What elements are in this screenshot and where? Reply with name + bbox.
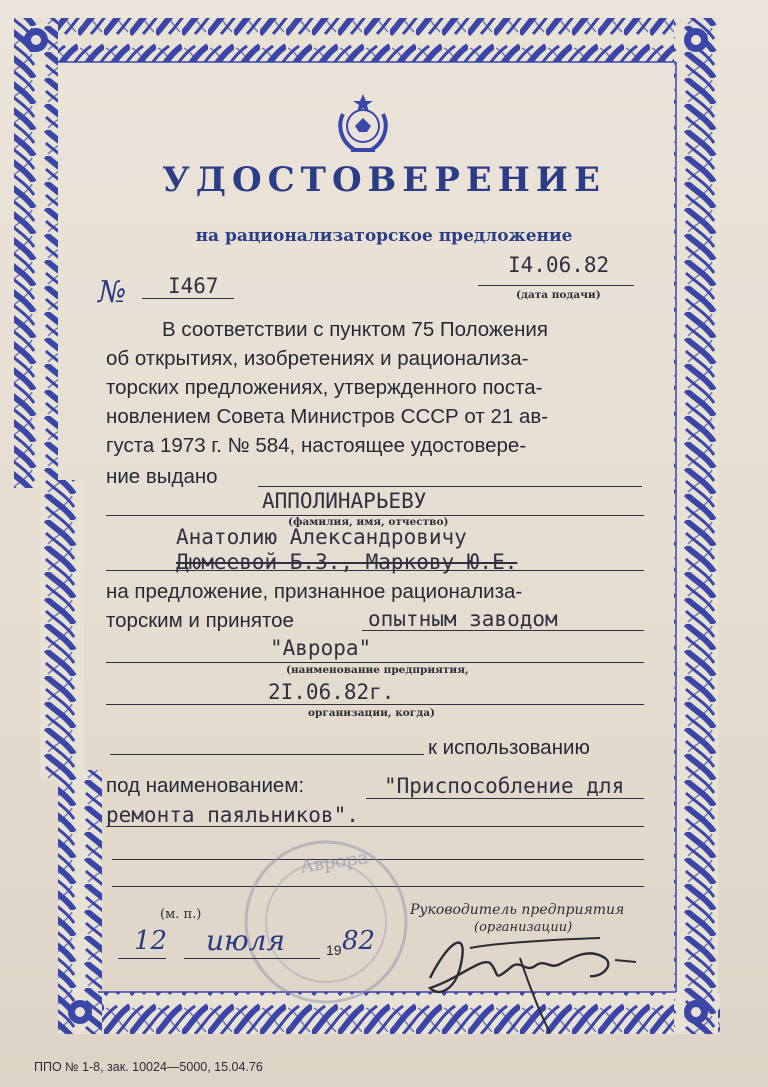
- issued-label: ние выдано: [106, 465, 218, 488]
- accepted-underline-3: [106, 704, 644, 705]
- acceptance-date: 2I.06.82г.: [268, 680, 395, 704]
- day-handwritten: 12: [134, 926, 168, 956]
- co-authors: Дюмеевой Б.З., Маркову Ю.Е.: [176, 550, 518, 574]
- recipient-caption: (фамилия, имя, отчество): [288, 516, 449, 528]
- head-label-org: (организации): [474, 920, 573, 935]
- day-underline: [118, 958, 166, 959]
- name-label: под наименованием:: [106, 774, 305, 797]
- accepted-by-line-1: опытным заводом: [368, 607, 558, 631]
- proposal-line: на предложение, признанное рационализа-: [106, 580, 523, 603]
- certificate-number: I467: [168, 274, 219, 298]
- number-underline: [142, 298, 234, 299]
- accepted-by-line-2: "Аврора": [270, 636, 372, 660]
- accepted-label: торским и принятое: [106, 609, 294, 632]
- year-handwritten: 82: [342, 926, 376, 956]
- date-underline: [478, 285, 634, 286]
- stamp-text: Аврора: [298, 847, 370, 878]
- use-label: к использованию: [428, 736, 590, 759]
- proposal-name-2: ремонта паяльников".: [106, 803, 359, 827]
- document-title: УДОСТОВЕРЕНИЕ: [162, 160, 606, 200]
- date-caption: (дата подачи): [516, 289, 601, 301]
- ussr-emblem-icon: [333, 92, 393, 156]
- recipient-surname: АППОЛИНАРЬЕВУ: [262, 489, 427, 513]
- recipient-name: Анатолию Александровичу: [176, 525, 467, 549]
- proposal-name-1: "Приспособление для: [384, 774, 625, 798]
- name-underline-2: [106, 826, 644, 827]
- month-handwritten: июля: [206, 924, 286, 957]
- body-line-2: об открытиях, изобретениях и рационализа-: [106, 347, 529, 370]
- body-line-4: новлением Совета Министров СССР от 21 ав-: [106, 405, 549, 428]
- org-caption-1: (наименование предприятия,: [286, 664, 469, 676]
- issued-underline: [258, 486, 642, 487]
- seal-label: (м. п.): [160, 907, 202, 922]
- head-label: Руководитель предприятия: [410, 902, 625, 918]
- print-info: ППО № 1-8, зак. 10024—5000, 15.04.76: [34, 1060, 263, 1074]
- name-underline-1: [366, 798, 644, 799]
- body-line-1: В соответствии с пунктом 75 Положения: [162, 318, 548, 341]
- year-prefix: 19: [326, 942, 342, 958]
- use-underline: [110, 754, 424, 755]
- document-subtitle: на рационализаторское предложение: [195, 226, 573, 246]
- month-underline: [184, 958, 320, 959]
- accepted-underline-2: [106, 662, 644, 663]
- body-line-5: густа 1973 г. № 584, настоящее удостовере-: [106, 434, 527, 457]
- signature: [400, 918, 650, 1038]
- submission-date: I4.06.82: [508, 253, 610, 277]
- org-caption-2: организации, когда): [308, 707, 435, 719]
- accepted-underline-1: [362, 630, 644, 631]
- number-sign: №: [98, 275, 127, 310]
- body-line-3: торских предложениях, утвержденного поста-: [106, 376, 543, 399]
- recipient-underline-2: [106, 570, 644, 571]
